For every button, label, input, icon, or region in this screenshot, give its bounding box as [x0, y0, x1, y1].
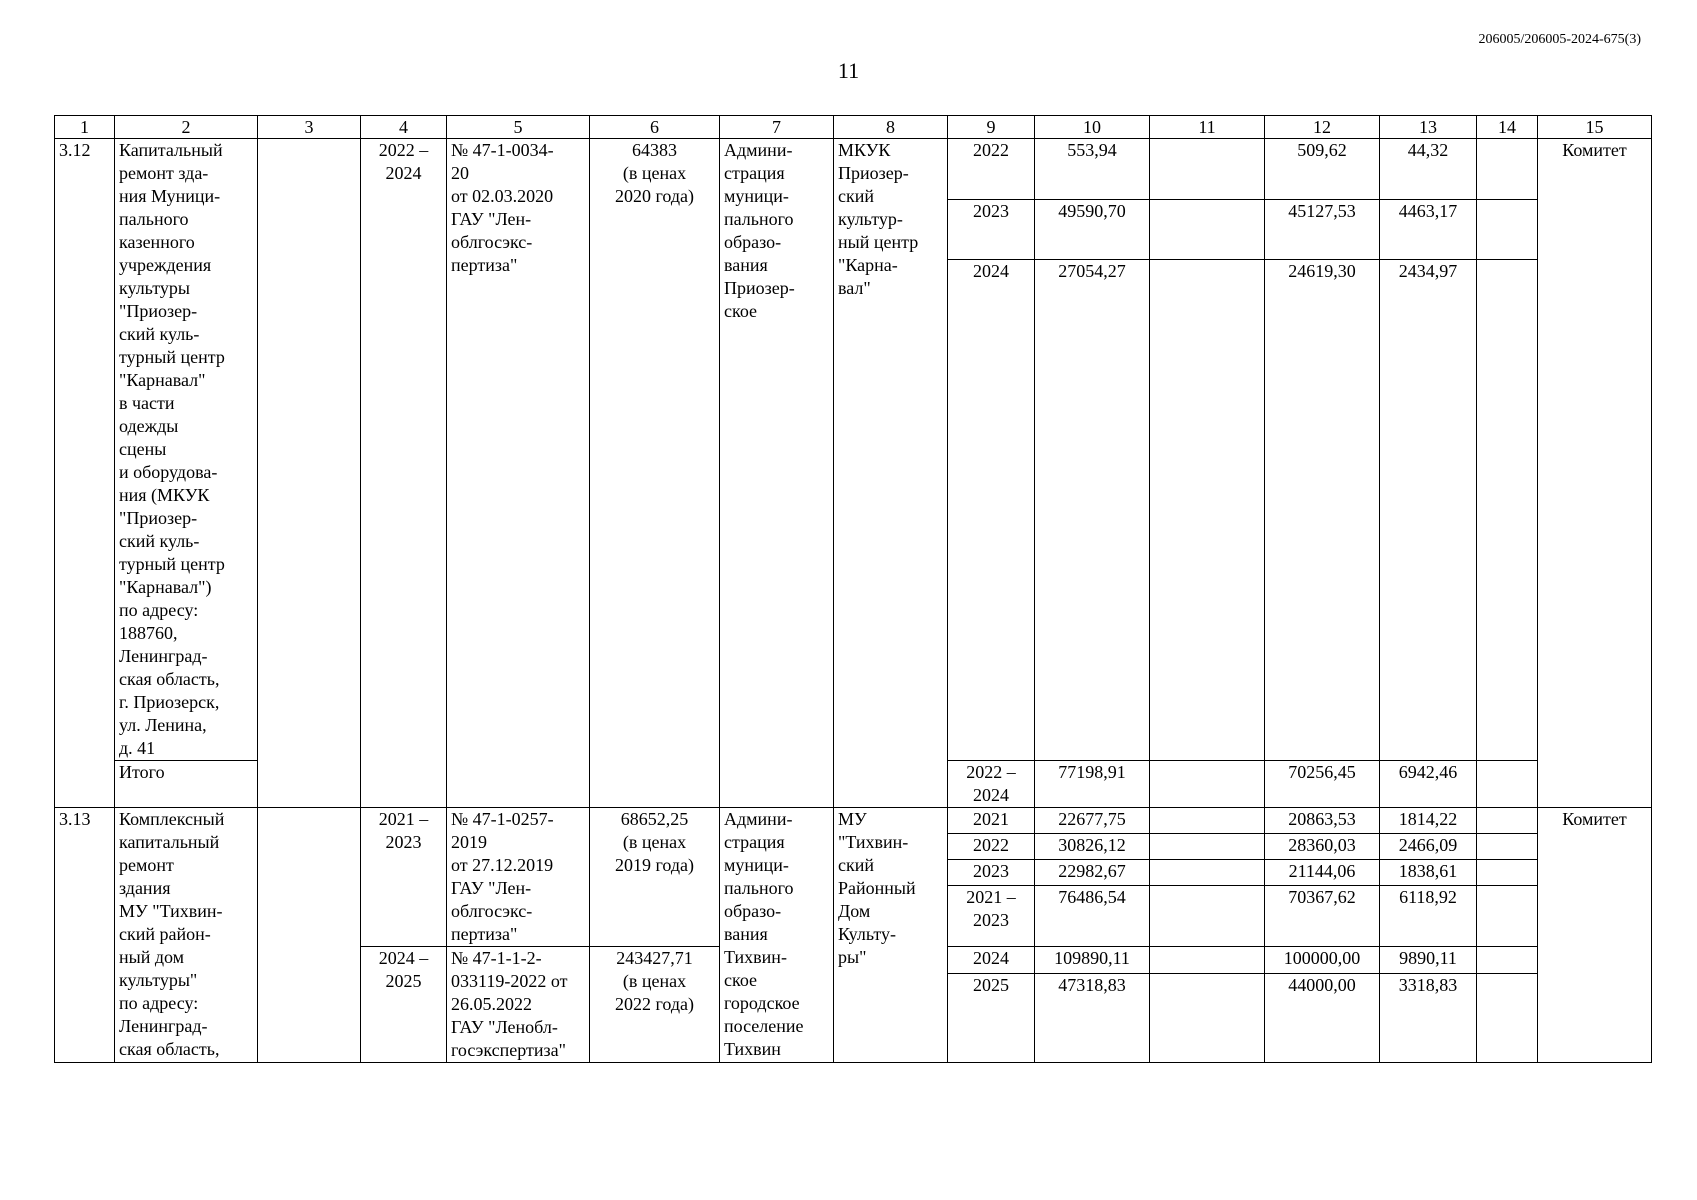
row-number: 3.13 [55, 808, 115, 1063]
total-amount: 22677,75 [1035, 808, 1150, 834]
regional-amount: 70256,45 [1265, 761, 1380, 808]
empty-cell [258, 808, 361, 1063]
local-amount: 2434,97 [1380, 260, 1477, 761]
local-amount: 1838,61 [1380, 860, 1477, 886]
total-amount: 77198,91 [1035, 761, 1150, 808]
year-cell: 2022 – 2024 [948, 761, 1035, 808]
column-header: 14 [1477, 116, 1538, 139]
page-number: 11 [837, 58, 860, 83]
local-amount: 44,32 [1380, 139, 1477, 200]
regional-amount: 28360,03 [1265, 834, 1380, 860]
row-number: 3.12 [55, 139, 115, 808]
column-header: 8 [834, 116, 948, 139]
column-header: 13 [1380, 116, 1477, 139]
local-amount: 9890,11 [1380, 947, 1477, 974]
builder: МУ "Тихвин- ский Районный Дом Культу- ры" [834, 808, 948, 1063]
builder: МКУК Приозер- ский культур- ный центр "Карна- вал" [834, 139, 948, 808]
empty-cell [1477, 860, 1538, 886]
empty-cell [1477, 139, 1538, 200]
empty-cell [1150, 761, 1265, 808]
object-name: Комплексный капитальный ремонт здания МУ "Тихвин- ский район- ный дом культуры" по адресу: Ленинград- ская область, [115, 808, 258, 1063]
empty-cell [1150, 886, 1265, 947]
empty-cell [1477, 808, 1538, 834]
year-cell: 2025 [948, 974, 1035, 1063]
responsible: Комитет [1538, 808, 1652, 1063]
regional-amount: 509,62 [1265, 139, 1380, 200]
empty-cell [1150, 947, 1265, 974]
total-label: Итого [115, 761, 258, 808]
empty-cell [1150, 860, 1265, 886]
total-amount: 30826,12 [1035, 834, 1150, 860]
column-header: 7 [720, 116, 834, 139]
column-header: 2 [115, 116, 258, 139]
year-cell: 2024 [948, 947, 1035, 974]
total-amount: 47318,83 [1035, 974, 1150, 1063]
year-cell: 2023 [948, 860, 1035, 886]
column-header: 5 [447, 116, 590, 139]
local-amount: 4463,17 [1380, 199, 1477, 260]
regional-amount: 21144,06 [1265, 860, 1380, 886]
period: 2022 – 2024 [361, 139, 447, 808]
year-cell: 2023 [948, 199, 1035, 260]
column-header: 6 [590, 116, 720, 139]
estimated-cost: 243427,71 (в ценах 2022 года) [590, 947, 720, 1063]
empty-cell [1477, 947, 1538, 974]
table-row [55, 139, 1652, 200]
year-cell: 2021 – 2023 [948, 886, 1035, 947]
regional-amount: 20863,53 [1265, 808, 1380, 834]
empty-cell [1477, 199, 1538, 260]
local-amount: 2466,09 [1380, 834, 1477, 860]
local-amount: 6118,92 [1380, 886, 1477, 947]
total-amount: 27054,27 [1035, 260, 1150, 761]
empty-cell [1477, 260, 1538, 761]
column-header: 4 [361, 116, 447, 139]
empty-cell [1150, 260, 1265, 761]
empty-cell [258, 139, 361, 808]
regional-amount: 24619,30 [1265, 260, 1380, 761]
column-number-row [55, 116, 1652, 139]
column-header: 15 [1538, 116, 1652, 139]
year-cell: 2022 [948, 139, 1035, 200]
total-amount: 109890,11 [1035, 947, 1150, 974]
empty-cell [1477, 761, 1538, 808]
table-row [55, 808, 1652, 834]
expertise: № 47-1-0034- 20 от 02.03.2020 ГАУ "Лен- облгосэкс- пертиза" [447, 139, 590, 808]
period: 2024 – 2025 [361, 947, 447, 1063]
document-id: 206005/206005-2024-675(3) [1478, 32, 1641, 47]
total-amount: 22982,67 [1035, 860, 1150, 886]
regional-amount: 45127,53 [1265, 199, 1380, 260]
empty-cell [1150, 139, 1265, 200]
empty-cell [1477, 834, 1538, 860]
empty-cell [1150, 199, 1265, 260]
empty-cell [1150, 808, 1265, 834]
local-amount: 1814,22 [1380, 808, 1477, 834]
empty-cell [1150, 974, 1265, 1063]
responsible: Комитет [1538, 139, 1652, 808]
column-header: 12 [1265, 116, 1380, 139]
year-cell: 2021 [948, 808, 1035, 834]
column-header: 3 [258, 116, 361, 139]
customer: Админи- страция муници- пального образо- вания Приозер- ское [720, 139, 834, 808]
expertise: № 47-1-1-2- 033119-2022 от 26.05.2022 ГАУ "Ленобл- госэкспертиза" [447, 947, 590, 1063]
regional-amount: 44000,00 [1265, 974, 1380, 1063]
program-table [54, 115, 1652, 1063]
year-cell: 2022 [948, 834, 1035, 860]
total-amount: 76486,54 [1035, 886, 1150, 947]
empty-cell [1150, 834, 1265, 860]
local-amount: 3318,83 [1380, 974, 1477, 1063]
customer: Админи- страция муници- пального образо- вания Тихвин- ское городское поселение Тихвин [720, 808, 834, 1063]
column-header: 9 [948, 116, 1035, 139]
total-amount: 49590,70 [1035, 199, 1150, 260]
year-cell: 2024 [948, 260, 1035, 761]
expertise: № 47-1-0257- 2019 от 27.12.2019 ГАУ "Лен- облгосэкс- пертиза" [447, 808, 590, 947]
regional-amount: 100000,00 [1265, 947, 1380, 974]
period: 2021 – 2023 [361, 808, 447, 947]
column-header: 10 [1035, 116, 1150, 139]
empty-cell [1477, 974, 1538, 1063]
estimated-cost: 64383 (в ценах 2020 года) [590, 139, 720, 808]
local-amount: 6942,46 [1380, 761, 1477, 808]
estimated-cost: 68652,25 (в ценах 2019 года) [590, 808, 720, 947]
empty-cell [1477, 886, 1538, 947]
object-name: Капитальный ремонт зда- ния Муници- пального казенного учреждения культуры "Приозер- ский куль- турный центр "Карнавал" в части одежды сцены и оборудова- ния (МКУК "Приозер- ский куль- турный центр "Карнавал") по адресу: 188760, Ленинград- ская область, г. Приозерск, ул. Ленина, д. 41 [115, 139, 258, 761]
regional-amount: 70367,62 [1265, 886, 1380, 947]
column-header: 11 [1150, 116, 1265, 139]
total-amount: 553,94 [1035, 139, 1150, 200]
column-header: 1 [55, 116, 115, 139]
